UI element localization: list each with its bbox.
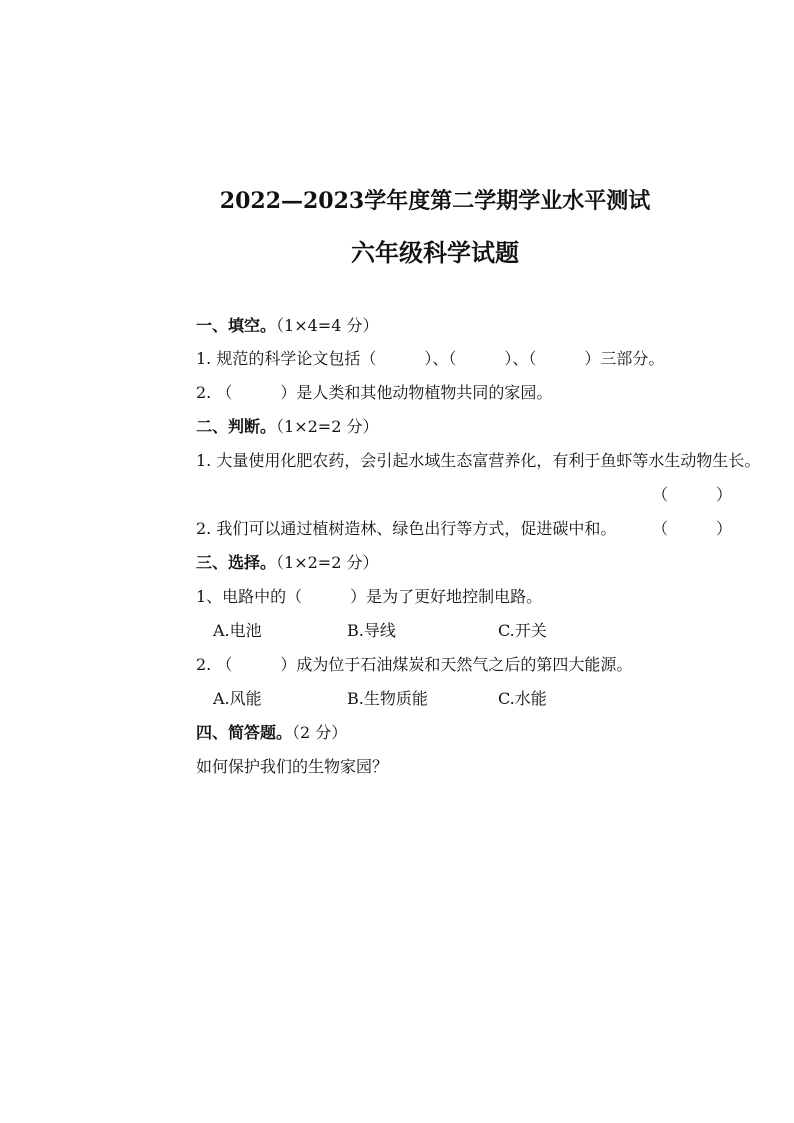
section-3-question-2-option-a: A.风能 (213, 689, 262, 708)
section-4-heading: 四、简答题。 (196, 723, 293, 742)
section-3-question-2-option-c: C.水能 (498, 689, 547, 708)
section-2-question-2-answer-paren: （ ） (652, 519, 733, 538)
section-3-question-1-option-c: C.开关 (498, 621, 547, 640)
section-2-heading: 二、判断。 (196, 417, 277, 436)
exam-title: 2022—2023学年度第二学期学业水平测试 (219, 188, 651, 214)
section-2-question-2: 2. 我们可以通过植树造林、绿色出行等方式，促进碳中和。 (196, 519, 617, 538)
section-1-score: （1×4=4 分） (276, 316, 379, 335)
section-3-question-1-option-a: A.电池 (213, 621, 262, 640)
section-1-question-2: 2. （ ）是人类和其他动物植物共同的家园。 (196, 383, 553, 402)
section-1-heading-line (196, 315, 378, 337)
exam-subtitle: 六年级科学试题 (351, 238, 519, 267)
section-3-question-1-option-b: B.导线 (347, 621, 396, 640)
section-3-question-1: 1、电路中的（ ）是为了更好地控制电路。 (196, 587, 543, 606)
section-3-question-2: 2. （ ）成为位于石油煤炭和天然气之后的第四大能源。 (196, 655, 633, 674)
section-2-heading-line (196, 416, 378, 438)
section-3-question-2-option-b: B.生物质能 (347, 689, 428, 708)
section-2-question-1-answer-paren: （ ） (652, 485, 733, 504)
section-3-score: （1×2=2 分） (276, 553, 379, 572)
section-4-heading-line (196, 722, 347, 744)
section-2-score: （1×2=2 分） (276, 417, 379, 436)
section-1-question-1: 1. 规范的科学论文包括（ ）、（ ）、（ ）三部分。 (196, 349, 665, 368)
section-4-question-1: 如何保护我们的生物家园？ (196, 757, 389, 776)
section-4-score: （2 分） (292, 723, 348, 742)
section-2-question-1: 1. 大量使用化肥农药，会引起水域生态富营养化，有利于鱼虾等水生动物生长。 (196, 451, 761, 470)
section-1-heading: 一、填空。 (196, 316, 277, 335)
section-3-heading-line (196, 552, 378, 574)
section-3-heading: 三、选择。 (196, 553, 277, 572)
